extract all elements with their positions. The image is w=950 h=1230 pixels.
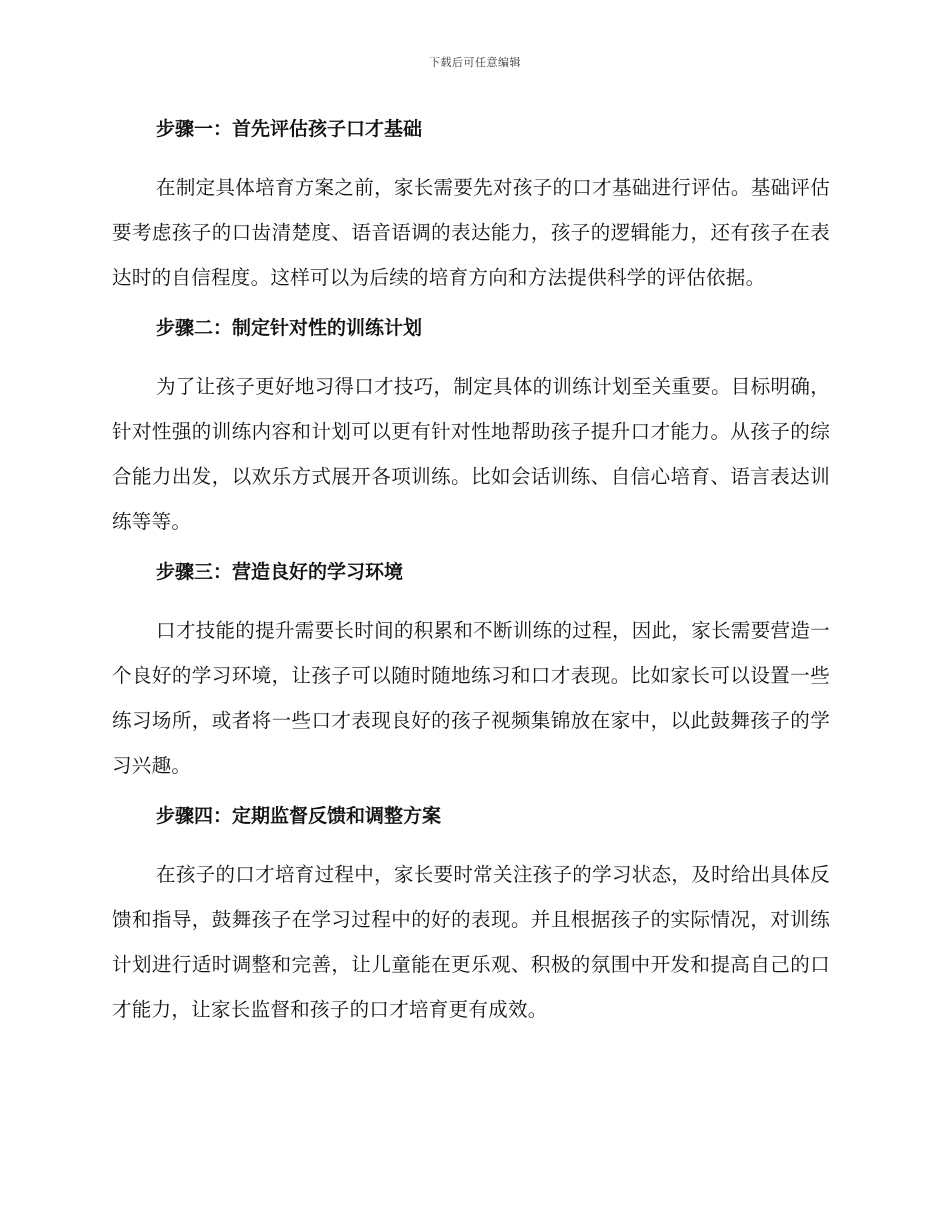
step-4-body: 在孩子的口才培育过程中，家长要时常关注孩子的学习状态，及时给出具体反馈和指导，鼓舞孩子在学习过程中的好的表现。并且根据孩子的实际情况，对训练计划进行适时调整和完善，让儿童能在更乐观、积极的氛围中开发和提高自己的口才能力，让家长监督和孩子的口才培育更有成效。	[112, 863, 830, 1021]
step-2-heading: 步骤二：制定针对性的训练计划	[156, 317, 423, 339]
section-step-2	[112, 312, 830, 544]
step-1-heading: 步骤一：首先评估孩子口才基础	[156, 118, 423, 140]
section-step-4	[112, 800, 830, 1032]
document-content	[112, 113, 830, 1044]
header-note: 下载后可任意编辑	[429, 56, 521, 69]
step-2-body: 为了让孩子更好地习得口才技巧，制定具体的训练计划至关重要。目标明确，针对性强的训练内容和计划可以更有针对性地帮助孩子提升口才能力。从孩子的综合能力出发，以欢乐方式展开各项训练。比如会话训练、自信心培育、语言表达训练等等。	[112, 375, 830, 533]
step-4-heading: 步骤四：定期监督反馈和调整方案	[156, 805, 442, 827]
section-step-1	[112, 113, 830, 300]
section-step-3	[112, 556, 830, 788]
step-3-body: 口才技能的提升需要长时间的积累和不断训练的过程，因此，家长需要营造一个良好的学习环境，让孩子可以随时随地练习和口才表现。比如家长可以设置一些练习场所，或者将一些口才表现良好的孩子视频集锦放在家中，以此鼓舞孩子的学习兴趣。	[112, 619, 830, 777]
step-1-body: 在制定具体培育方案之前，家长需要先对孩子的口才基础进行评估。基础评估要考虑孩子的口齿清楚度、语音语调的表达能力，孩子的逻辑能力，还有孩子在表达时的自信程度。这样可以为后续的培育方向和方法提供科学的评估依据。	[112, 176, 830, 289]
step-3-heading: 步骤三：营造良好的学习环境	[156, 561, 404, 583]
